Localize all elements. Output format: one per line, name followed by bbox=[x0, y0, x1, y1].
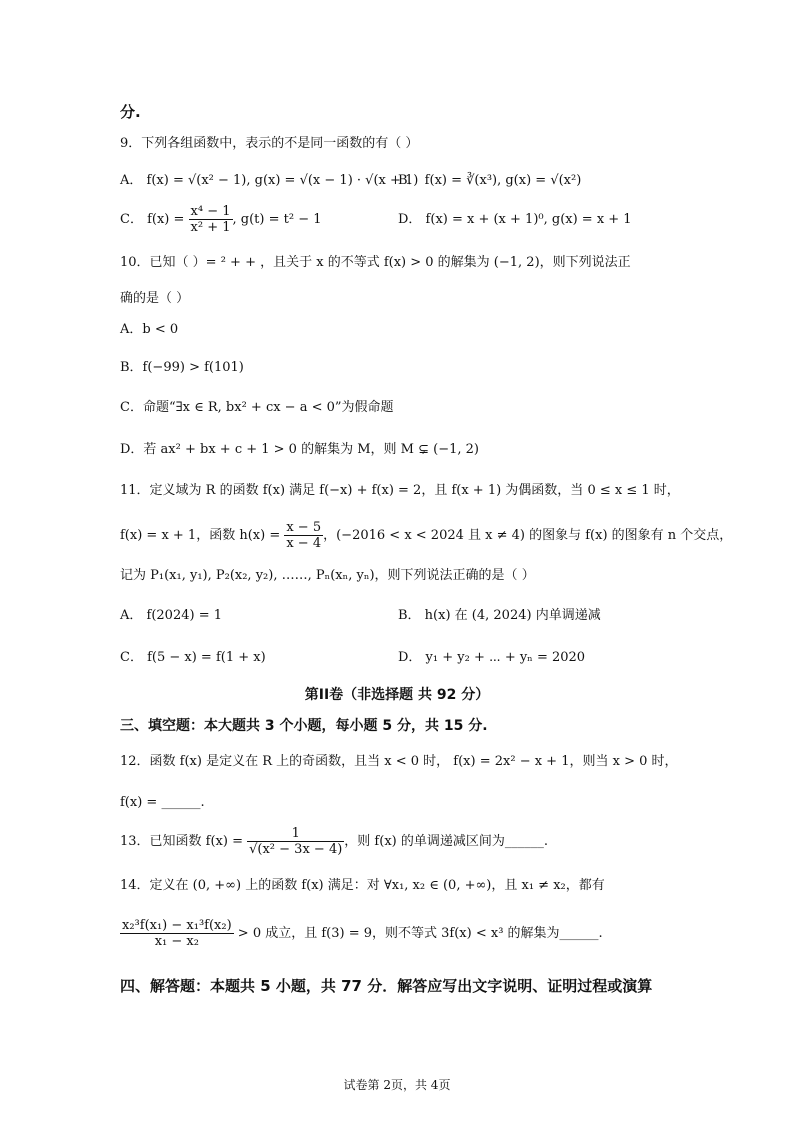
q9-stem: 9．下列各组函数中，表示的不是同一函数的有（ ） bbox=[120, 136, 419, 151]
q11-option-c: C． f(5 − x) = f(1 + x) bbox=[120, 650, 266, 665]
q14-post: > 0 成立，且 f(3) = 9，则不等式 3f(x) < x³ 的解集为______. bbox=[233, 926, 603, 941]
q14-numerator: x₂³f(x₁) − x₁³f(x₂) bbox=[122, 918, 232, 933]
q9-c-numerator: x⁴ − 1 bbox=[190, 204, 231, 219]
q11-stem-line1: 11．定义域为 R 的函数 f(x) 满足 f(−x) + f(x) = 2，且 f(x + 1) 为偶函数，当 0 ≤ x ≤ 1 时， bbox=[120, 483, 680, 498]
q10-option-d: D．若 ax² + bx + c + 1 > 0 的解集为 M，则 M ⊊ (−1, 2) bbox=[120, 442, 479, 457]
q9-option-d: D． f(x) = x + (x + 1)⁰, g(x) = x + 1 bbox=[398, 212, 632, 227]
q13-line bbox=[120, 826, 548, 857]
q13-post: ，则 f(x) 的单调递减区间为______. bbox=[344, 834, 548, 849]
q14-fraction bbox=[120, 918, 234, 949]
q12-line1: 12．函数 f(x) 是定义在 R 上的奇函数，且当 x < 0 时， f(x) = 2x² − x + 1，则当 x > 0 时， bbox=[120, 754, 678, 769]
q11-h-fraction bbox=[284, 520, 323, 551]
q9-option-a: A． f(x) = √(x² − 1), g(x) = √(x − 1) · √(x + 1) bbox=[120, 173, 419, 188]
q10-stem-line1: 10．已知（ ）= ² + + ，且关于 x 的不等式 f(x) > 0 的解集为 (−1, 2)，则下列说法正 bbox=[120, 255, 631, 270]
q11-option-a: A． f(2024) = 1 bbox=[120, 608, 222, 623]
q9-option-b: B． f(x) = ∛(x³), g(x) = √(x²) bbox=[398, 173, 582, 188]
q11-stem-line2 bbox=[120, 520, 732, 551]
q11-stem2-b: ，(−2016 < x < 2024 且 x ≠ 4) 的图象与 f(x) 的图象有 n 个交点， bbox=[323, 528, 733, 543]
q13-denominator: √(x² − 3x − 4) bbox=[249, 842, 343, 857]
q13-numerator: 1 bbox=[247, 826, 344, 842]
q9-c-tail: , g(t) = t² − 1 bbox=[232, 212, 322, 227]
q11-h-denominator: x − 4 bbox=[286, 536, 322, 551]
section2-title: 第II卷（非选择题 共 92 分） bbox=[304, 687, 490, 703]
q9-c-label: C． f(x) = bbox=[120, 212, 189, 227]
q10-stem-line2: 确的是（ ） bbox=[120, 291, 190, 306]
q12-line2: f(x) = ______. bbox=[120, 795, 205, 810]
q13-pre: 13．已知函数 f(x) = bbox=[120, 834, 248, 849]
q9-c-denominator: x² + 1 bbox=[190, 220, 231, 235]
q14-line2 bbox=[120, 918, 603, 949]
q10-option-c: C．命题“∃x ∈ R, bx² + cx − a < 0”为假命题 bbox=[120, 400, 394, 415]
q13-fraction bbox=[247, 826, 344, 857]
q9-option-c bbox=[120, 204, 322, 235]
page-footer: 试卷第 2页，共 4页 bbox=[343, 1078, 451, 1092]
q11-stem2-a: f(x) = x + 1，函数 h(x) = bbox=[120, 528, 285, 543]
q10-option-b: B．f(−99) > f(101) bbox=[120, 360, 244, 375]
q11-stem-line3: 记为 P₁(x₁, y₁), P₂(x₂, y₂), ……, Pₙ(xₙ, yₙ)，则下列说法正确的是（ ） bbox=[120, 568, 535, 583]
q14-line1: 14．定义在 (0, +∞) 上的函数 f(x) 满足：对 ∀x₁, x₂ ∈ (0, +∞)，且 x₁ ≠ x₂，都有 bbox=[120, 878, 605, 893]
q9-c-fraction bbox=[189, 204, 233, 235]
top-fragment: 分. bbox=[120, 103, 141, 121]
q11-option-d: D． y₁ + y₂ + ⋯ + yₙ = 2020 bbox=[398, 650, 586, 665]
section3-heading: 三、填空题：本大题共 3 个小题，每小题 5 分，共 15 分. bbox=[120, 718, 488, 734]
q11-h-numerator: x − 5 bbox=[286, 520, 322, 535]
section4-heading: 四、解答题：本题共 5 小题，共 77 分．解答应写出文字说明、证明过程或演算 bbox=[120, 977, 653, 995]
q10-option-a: A．b < 0 bbox=[120, 322, 179, 337]
q11-option-b: B． h(x) 在 (4, 2024) 内单调递减 bbox=[398, 608, 601, 623]
q14-denominator: x₁ − x₂ bbox=[154, 934, 199, 949]
